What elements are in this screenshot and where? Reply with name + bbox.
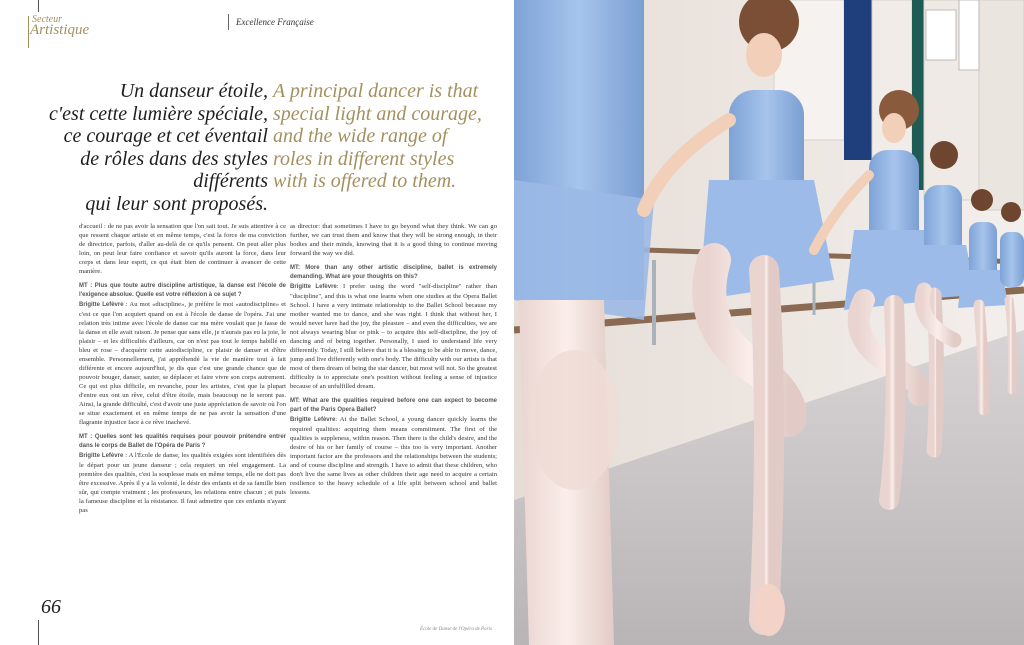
speaker-name: Brigitte Lefèvre [290, 284, 337, 290]
answer-text: : A l'École de danse, les qualités exigées sont identifiées dès le départ pour un jeune danseur ; cela requiert un réel engagement. La première des qualités, c'est la souplesse mais en même temps, elle ne doit pas être excessive. Après il y a la volonté, le désir des enfants et de sa famille bien sûr, qui compte vraiment ; les professeurs, les relations entre chacun ; et puis la fameuse discipline et la résistance. Il faut admettre que ces enfants n'ayant pas [79, 452, 286, 514]
quote-en-line: with is offered to them. [273, 170, 457, 192]
answer-text: : Au mot «discipline», je préfère le mot «autodiscipline» et c'est ce que l'on acquiert quand on est à l'école de danse de l'opéra. J'ai une relation très intime avec l'école de danse car ma mère voulait que je fasse de la danse et elle avait raison. Je pense que sans elle, je n'aurais pas eu la joie, le plaisir – et les difficultés d'ailleurs, car on n'est pas tout le temps habillé en bleu et rose – d'acquérir cette autodiscipline, ce plaisir de danser et d'être ensemble. Personnellement, j'ai appréhendé la vie de manière tout à fait différente et encore aujourd'hui, je dis que c'est une grande chance que de pouvoir bouger, danser, sauter, se déplacer et faire vivre son corps autrement. Ce qui est plus difficile, en revanche, pour les artistes, c'est que la plupart d'entre eux ont un rêve, celui d'être étoile, mais beaucoup ne le seront pas. Ainsi, la grande difficulté, c'est d'avoir une juste appréciation de savoir où l'on se situe exactement et en même temps de ne pas avoir la sensation d'une flagrante injustice face à ce rêve inachevé. [79, 301, 286, 426]
interview-question: MT : Quelles sont les qualités requises pour pouvoir prétendre entrer dans le corps de Ballet de l'Opéra de Paris ? [79, 434, 286, 449]
interview-question: MT : Plus que toute autre discipline artistique, la danse est l'école de l'exigence absolue. Quelle est votre réflexion à ce sujet ? [79, 283, 286, 298]
answer-text: : I prefer using the word "self-discipline" rather than "discipline", and this is what one learns when one studies at the Opera Ballet School. I have a very intimate relationship to the Ballet School because my mother wanted me to dance, and she was right. I think that without her, I would never have had the joy, the pleasure – and even the difficulties, we are not always wearing blue or pink – to acquire this self-discipline, the joy of dancing and of being together. Personally, I used to understand life very differently. Today, I still believe that it is a blessing to be able to move, dance, jump and live differently with one's body. The difficulty with our artists is that most of them dream of being the star dancer, but most will not. So the greatest difficulty is to appreciate one's position without feeling a sense of injustice because of an unfulfilled dream. [290, 283, 498, 390]
quote-fr-line: qui leur sont proposés. [85, 192, 268, 215]
body-column-english [290, 222, 497, 502]
footer-note: École de Danse de l'Opéra de Paris [420, 627, 492, 632]
quote-en-line: and the wide range of [273, 125, 448, 147]
quote-fr-line: de rôles dans des styles différents [80, 147, 268, 192]
section-rule [28, 16, 29, 48]
header-title: Excellence Française [236, 17, 314, 27]
pull-quote-french [28, 80, 268, 215]
crop-mark-top-left [38, 0, 39, 12]
body-column-french [79, 222, 286, 520]
speaker-name: Brigitte Lefèvre [79, 302, 124, 308]
quote-fr-line: Un danseur étoile, [119, 80, 268, 102]
ballet-class-photo [514, 0, 1024, 645]
quote-fr-line: c'est cette lumière spéciale, [49, 102, 268, 125]
interview-answer [79, 451, 286, 515]
quote-fr-line: ce courage et cet éventail [63, 125, 268, 147]
answer-text: : At the Ballet School, a young dancer quickly learns the required qualities: acquiring them means commitment. The first of the qualities is suppleness, within reason. Then there is the child's desire, and the desire of his or her family of course – this too is very important. Another important factor are the professors and the relationships between the students; and of course discipline and strength. I have to admit that these children, who don't live the same lives as other children their age need to acquire a certain resilience to the heavy schedule of a life split between school and ballet lessons. [290, 416, 497, 496]
section-tag-line2: Artistique [30, 22, 90, 38]
section-tag [32, 14, 92, 39]
interview-question: MT: More than any other artistic discipline, ballet is extremely demanding. What are your thoughts on this? [290, 265, 497, 280]
page-number: 66 [41, 596, 61, 618]
interview-answer [79, 300, 286, 427]
interview-question: MT: What are the qualities required before one can expect to become part of the Paris Opera Ballet? [290, 398, 497, 413]
ballet-photo-illustration [514, 0, 1024, 645]
crop-mark-bottom-left [38, 620, 39, 645]
pull-quote-english [273, 80, 493, 193]
quote-en-line: A principal dancer is that [273, 80, 479, 102]
paragraph: d'accueil : de ne pas avoir la sensation que l'on sait tout. Je suis attentive à ce que ressent chaque artiste et en même temps, c'est la force de ma conviction de directrice, parfois, d'aller au-delà de ce qu'ils pensent. On peut aller plus loin, on peut leur faire confiance et savoir qu'ils auront la force, dans leur corps et dans leur esprit, ce qui était bien de continuer à avancer de cette manière. [79, 223, 286, 275]
header-rule [228, 14, 229, 30]
paragraph: as director: that sometimes I have to go beyond what they think. We can go further, we can trust them and know that they will be strong enough, in their bodies and their minds, knowing that it is a good thing to continue moving forward the way we did. [290, 223, 497, 257]
quote-en-line: special light and courage, [273, 102, 482, 125]
speaker-name: Brigitte Lefèvre [79, 453, 124, 459]
section-tag-line1: Secteur [32, 14, 62, 25]
interview-answer [290, 282, 497, 391]
speaker-name: Brigitte Lefèvre [290, 417, 336, 423]
quote-en-line: roles in different styles [273, 147, 455, 170]
interview-answer [290, 415, 497, 497]
